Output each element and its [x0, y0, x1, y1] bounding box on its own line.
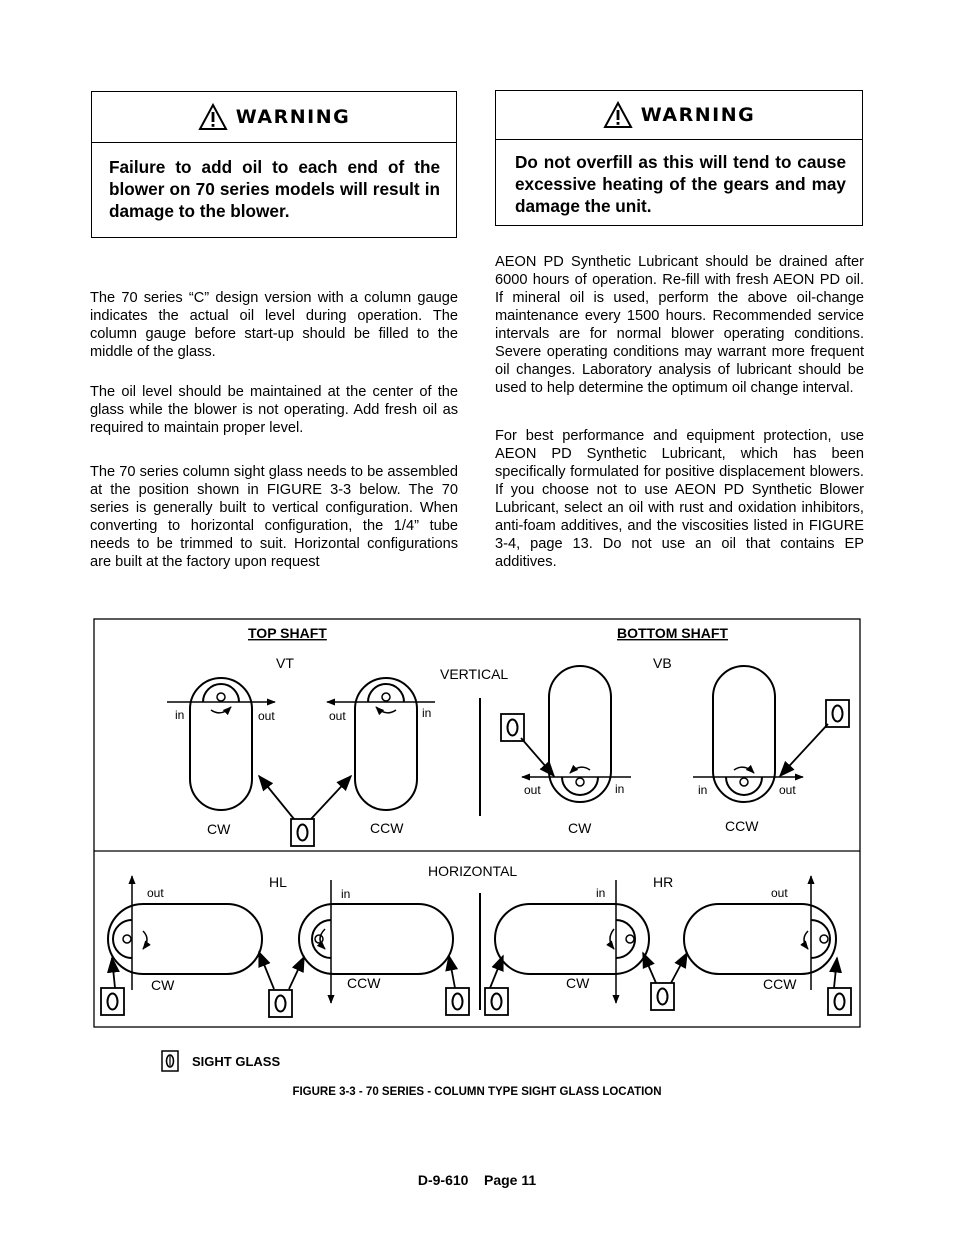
hl-ccw-in-label: in: [341, 887, 351, 901]
warning-header: [92, 92, 456, 143]
warning-text: Do not overfill as this will tend to cause excessive heating of the gears and may damage the unit.: [515, 152, 846, 216]
arrow: [449, 956, 455, 988]
warning-box-right: [495, 90, 863, 226]
vertical-heading: VERTICAL: [440, 666, 509, 682]
vb-cw-rotation: CW: [568, 820, 592, 836]
arrow: [671, 953, 687, 983]
hr-cw-rotation: CW: [566, 975, 590, 991]
vb-ccw-in-label: in: [698, 783, 708, 797]
vt-cw-rotation: CW: [207, 821, 231, 837]
vt-cw-in-label: in: [175, 708, 185, 722]
vt-ccw-rotation: CCW: [370, 820, 404, 836]
sight-glass-icon: [828, 988, 851, 1015]
blower-hl-cw: [108, 876, 262, 990]
figure-legend: [161, 1050, 280, 1072]
sight-glass-icon: [101, 988, 124, 1015]
arrow: [289, 957, 304, 989]
paragraph-column-gauge: The 70 series “C” design version with a column gauge indicates the actual oil level during operation. The column gauge before start‑up should be filled to the middle of the glass.: [90, 290, 458, 360]
horizontal-heading: HORIZONTAL: [428, 863, 518, 879]
blower-vt-ccw: [327, 678, 435, 810]
hl-cw-out-label: out: [147, 886, 164, 900]
arrow: [834, 958, 837, 988]
arrow: [112, 958, 115, 988]
arrow: [643, 953, 656, 983]
sight-glass-icon: [501, 714, 524, 741]
warning-title: WARNING: [640, 104, 756, 126]
paragraph-lubricant-recommendation: For best performance and equipment protection, use AEON PD Synthetic Lubricant, which has been specifically formulated for positive displacement blowers. If you choose not to use AEON PD Synthetic Blower Lubricant, select an oil with rust and oxidation inhibitors, anti‑foam additives, and the viscosities listed in FIGURE 3‑4, page 13. Do not use an oil that contains EP additives.: [495, 428, 864, 570]
sight-glass-icon: [446, 988, 469, 1015]
vb-label: VB: [653, 655, 672, 671]
page-footer: D‑9‑610 Page 11: [417, 1172, 537, 1188]
hr-cw-in-label: in: [596, 886, 606, 900]
vb-ccw-out-label: out: [779, 783, 796, 797]
hr-ccw-out-label: out: [771, 886, 788, 900]
hl-cw-rotation: CW: [151, 977, 175, 993]
hr-label: HR: [653, 874, 674, 890]
hl-ccw-rotation: CCW: [347, 975, 381, 991]
warning-header: [496, 91, 862, 140]
arrow: [259, 776, 294, 819]
arrow: [311, 776, 351, 819]
sight-glass-icon: [291, 819, 314, 846]
sight-glass-icon: [161, 1050, 179, 1072]
blower-vb-ccw: [693, 666, 803, 802]
sight-glass-icon: [826, 700, 849, 727]
sight-glass-icon: [485, 988, 508, 1015]
sight-glass-icon: [269, 990, 292, 1017]
arrow: [259, 952, 274, 989]
vb-cw-out-label: out: [524, 783, 541, 797]
paragraph-drain-interval: AEON PD Synthetic Lubricant should be drained after 6000 hours of operation. Re‑fill with fresh AEON PD oil. If mineral oil is used, perform the above oil‑change maintenance every 1500 hours. Recommended service intervals are for normal blower operating conditions. Severe operating conditions may warrant more frequent oil changes. Laboratory analysis of lubricant should be used to help determine the optimum oil change interval.: [495, 254, 864, 396]
top-shaft-heading: TOP SHAFT: [248, 625, 327, 641]
legend-label: SIGHT GLASS: [192, 1053, 281, 1069]
vt-ccw-out-label: out: [329, 709, 346, 723]
blower-hr-ccw: [684, 876, 836, 990]
sight-glass-icon: [651, 983, 674, 1010]
sight-glass-location-figure: [93, 618, 861, 1028]
warning-triangle-icon: [603, 101, 633, 129]
vt-cw-out-label: out: [258, 709, 275, 723]
bottom-shaft-heading: BOTTOM SHAFT: [617, 625, 728, 641]
warning-box-left: [91, 91, 457, 238]
paragraph-sight-glass-assembly: The 70 series column sight glass needs to be assembled at the position shown in FIGURE 3‑3 below. The 70 series is generally built to vertical configuration. When converting to horizontal configuration, the 1/4” tube needs to be trimmed to suit. Horizontal configurations are built at the factory upon request: [90, 464, 458, 570]
arrow: [780, 724, 828, 776]
warning-title: WARNING: [235, 106, 351, 128]
paragraph-oil-level: The oil level should be maintained at the center of the glass while the blower is not operating. Add fresh oil as required to maintain proper level.: [90, 384, 458, 436]
figure-caption: FIGURE 3‑3 - 70 SERIES - COLUMN TYPE SIGHT GLASS LOCATION: [292, 1086, 662, 1098]
arrow: [490, 956, 503, 988]
blower-vt-cw: [167, 678, 275, 810]
hr-ccw-rotation: CCW: [763, 976, 797, 992]
warning-triangle-icon: [198, 103, 228, 131]
vt-label: VT: [276, 655, 294, 671]
vb-cw-in-label: in: [615, 782, 625, 796]
vt-ccw-in-label: in: [422, 706, 432, 720]
vb-ccw-rotation: CCW: [725, 818, 759, 834]
hl-label: HL: [269, 874, 287, 890]
warning-text: Failure to add oil to each end of the blower on 70 series models will result in damage to the blower.: [109, 157, 440, 221]
